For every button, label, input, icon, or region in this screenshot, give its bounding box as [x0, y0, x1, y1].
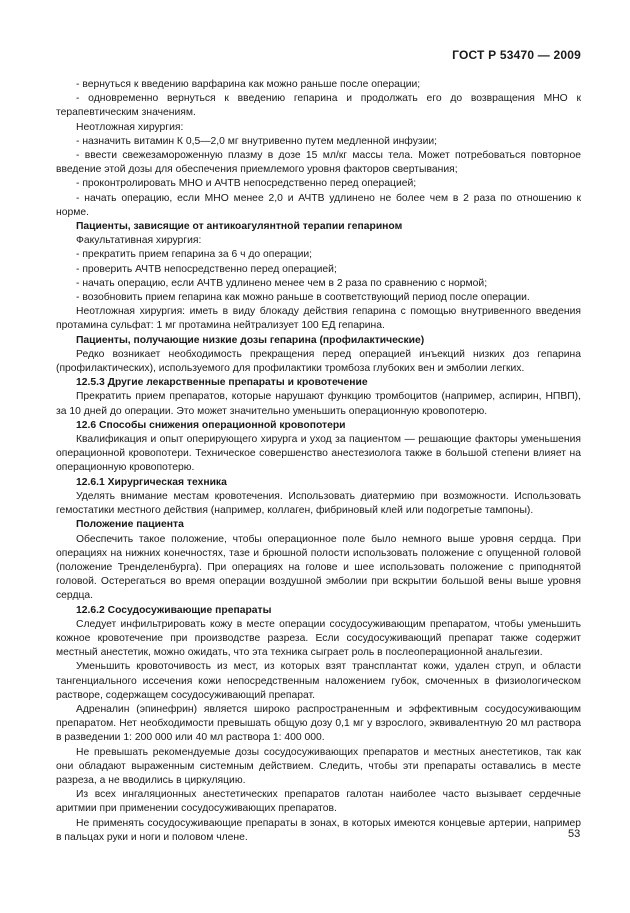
section-heading: 12.6.1 Хирургическая техника [76, 476, 227, 488]
body-paragraph: Не превышать рекомендуемые дозы сосудосуживающих препаратов и местных анестетиков, так как они обладают выраженным системным действием. Следить, чтобы эти препараты оставались в месте разреза, а не вводились в циркуляцию. [56, 746, 581, 786]
standard-header: ГОСТ Р 53470 — 2009 [452, 48, 581, 62]
body-paragraph: - начать операцию, если АЧТВ удлинено менее чем в 2 раза по сравнению с нормой; [76, 277, 488, 289]
body-paragraph: - ввести свежезамороженную плазму в дозе 15 мл/кг массы тела. Может потребоваться повторное введение этой дозы для обеспечения приемлемого уровня факторов свертывания; [56, 150, 581, 176]
body-paragraph: Следует инфильтрировать кожу в месте операции сосудосуживающим препаратом, чтобы уменьшить кожное кровотечение при производстве разреза. Если сосудосуживающий препарат также содержит местный анестетик, можно ожидать, что эта техника сыграет роль в послеоперационной анальгезии. [56, 618, 581, 659]
body-paragraph: Неотложная хирургия: иметь в виду блокаду действия гепарина с помощью внутривенного введения протамина сульфат: 1 мг протамина нейтрализует 100 ЕД гепарина. [56, 306, 581, 332]
section-heading: 12.5.3 Другие лекарственные препараты и кровотечение [76, 377, 368, 389]
body-paragraph: Прекратить прием препаратов, которые нарушают функцию тромбоцитов (например, аспирин, НПВП), за 10 дней до операции. Это может значительно уменьшить операционную кровопотерю. [56, 391, 581, 417]
section-heading: Пациенты, получающие низкие дозы гепарина (профилактические) [76, 334, 425, 346]
body-paragraph: Факультативная хирургия: [76, 235, 202, 247]
section-heading: 12.6.2 Сосудосуживающие препараты [76, 604, 272, 616]
body-paragraph: Адреналин (эпинефрин) является широко распространенным и эффективным сосудосуживающим препаратом. Нет необходимости превышать общую дозу 0,1 мг у взрослого, эквивалентную 20 мл раствора в разведении 1: 200 000 или 40 мл раствора 1: 400 000. [56, 703, 581, 744]
section-heading: Пациенты, зависящие от антикоагулянтной терапии гепарином [76, 221, 403, 233]
body-paragraph: Обеспечить такое положение, чтобы операционное поле было немного выше уровня сердца. При операциях на нижних конечностях, тазе и брюшной полости использовать положение с опущенной головой (положение Тренделенбурга). При операциях на голове и шее использовать положение с приподнятой головой. Остерегаться во время операции воздушной эмболии при вскрытии большой вены выше уровня сердца. [56, 533, 581, 602]
body-paragraph: Неотложная хирургия: [76, 121, 184, 133]
section-heading: 12.6 Способы снижения операционной кровопотери [76, 419, 346, 431]
body-paragraph: - начать операцию, если МНО менее 2,0 и АЧТВ удлинено не более чем в 2 раза по отношению к норме. [56, 192, 581, 218]
body-paragraph: Уменьшить кровоточивость из мест, из которых взят трансплантат кожи, удален струп, и области тангенциального иссечения кожи непосредственным наложением губок, смоченных в физиологическом растворе, содержащем сосудосуживающий препарат. [56, 661, 581, 701]
body-paragraph: Из всех ингаляционных анестетических препаратов галотан наиболее часто вызывает сердечные аритмии при применении сосудосуживающих препаратов. [56, 789, 581, 815]
body-paragraph: Уделять внимание местам кровотечения. Использовать диатермию при возможности. Использовать гемостатики местного действия (например, коллаген, фибриновый клей или подогретые тампоны). [56, 490, 581, 517]
page-number: 53 [568, 828, 581, 840]
body-paragraph: - возобновить прием гепарина как можно раньше в соответствующий период после операции. [76, 292, 530, 304]
body-paragraph: - проконтролировать МНО и АЧТВ непосредственно перед операцией; [76, 178, 417, 190]
body-paragraph: - вернуться к введению варфарина как можно раньше после операции; [76, 79, 421, 90]
body-paragraph: Редко возникает необходимость прекращения перед операцией инъекций низких доз гепарина (профилактических), используемого для профилактики тромбоза глубоких вен и эмболии легких. [56, 348, 581, 375]
body-paragraph: Квалификация и опыт оперирующего хирурга и уход за пациентом — решающие факторы уменьшения операционной кровопотери. Техническое совершенство анестезиолога также в большой степени влияет на операционную кровопотерю. [56, 434, 581, 474]
body-paragraph: - прекратить прием гепарина за 6 ч до операции; [76, 249, 313, 261]
section-heading: Положение пациента [76, 519, 184, 531]
body-paragraph: - назначить витамин К 0,5—2,0 мг внутривенно путем медленной инфузии; [76, 135, 438, 147]
document-body [56, 78, 581, 845]
body-paragraph: - проверить АЧТВ непосредственно перед операцией; [76, 263, 337, 275]
body-paragraph: - одновременно вернуться к введению гепарина и продолжать его до возвращения МНО к терапевтическим значениям. [56, 93, 581, 119]
body-paragraph: Не применять сосудосуживающие препараты в зонах, в которых имеются концевые артерии, например в пальцах руки и ноги и половом члене. [56, 817, 581, 843]
